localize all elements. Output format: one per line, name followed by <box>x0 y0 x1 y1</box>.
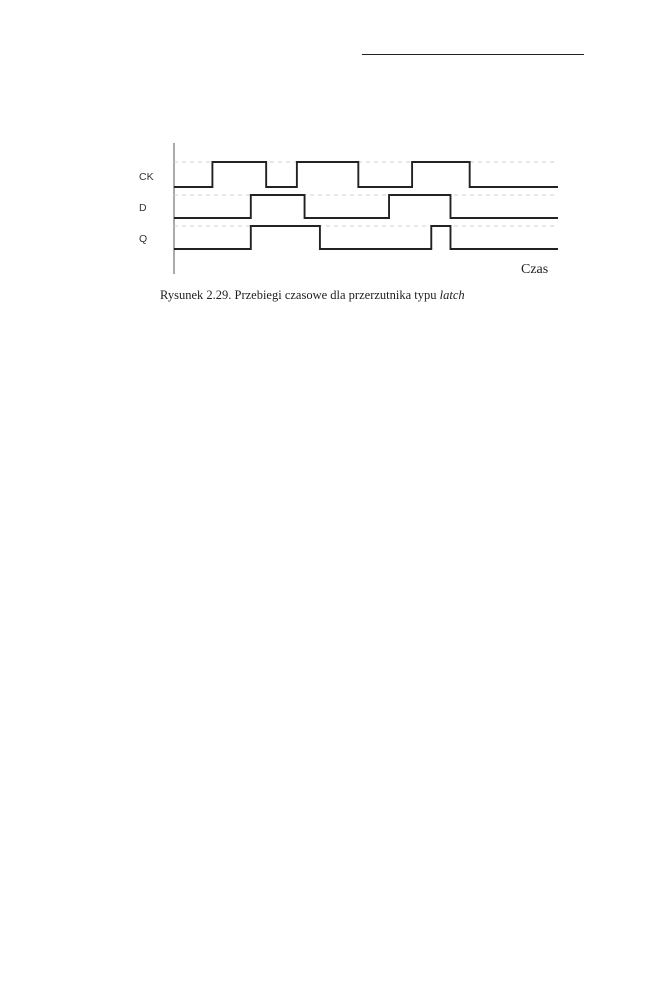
figure-caption-emphasis: latch <box>439 288 465 302</box>
signal-d-waveform <box>174 195 558 218</box>
signals-layer <box>139 162 558 249</box>
figure-caption-text: Rysunek 2.29. Przebiegi czasowe dla przerzutnika typu <box>160 288 440 302</box>
signal-q-waveform <box>174 226 558 249</box>
time-axis-label: Czas <box>521 262 549 277</box>
signal-ck-label: CK <box>139 171 154 183</box>
signal-ck-waveform <box>174 162 558 187</box>
signal-d-label: D <box>139 202 147 214</box>
signal-q-label: Q <box>139 233 148 245</box>
figure-caption <box>160 288 580 303</box>
